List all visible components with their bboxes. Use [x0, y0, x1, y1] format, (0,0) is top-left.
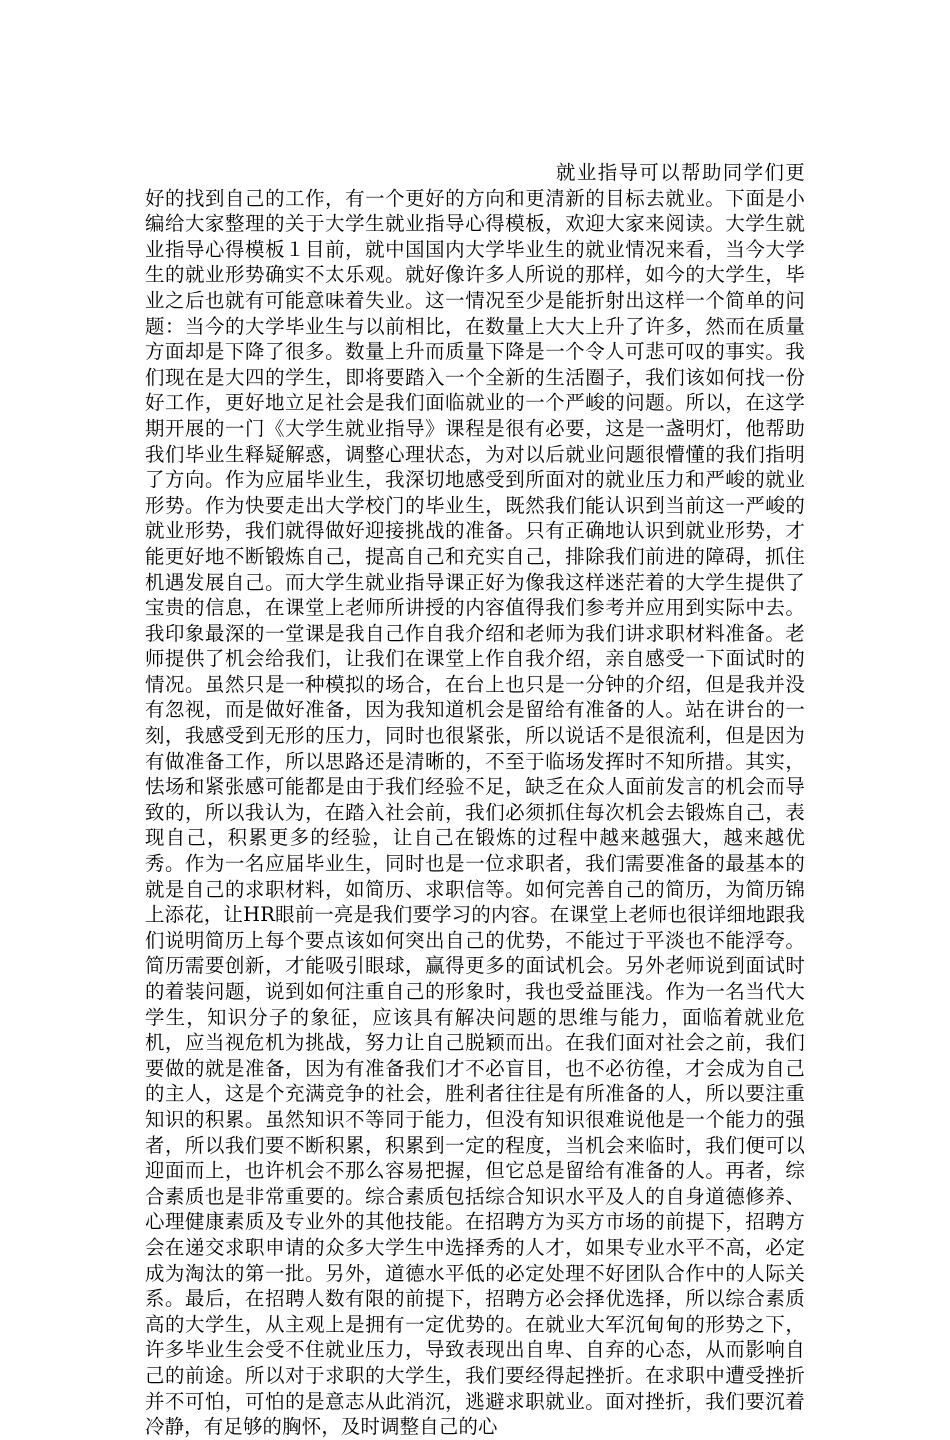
body-paragraph: 就业指导可以帮助同学们更好的找到自己的工作，有一个更好的方向和更清新的目标去就业。下面是小编给大家整理的关于大学生就业指导心得模板，欢迎大家来阅读。大学生就业指导心得模板１目前，就中国国内大学毕业生的就业情况来看，当今大学生的就业形势确实不太乐观。就好像许多人所说的那样，如今的大学生，毕业之后也就有可能意味着失业。这一情况至少是能折射出这样一个简单的问题：当今的大学毕业生与以前相比，在数量上大大上升了许多，然而在质量方面却是下降了很多。数量上升而质量下降是一个令人可悲可叹的事实。我们现在是大四的学生，即将要踏入一个全新的生活圈子，我们该如何找一份好工作，更好地立足社会是我们面临就业的一个严峻的问题。所以，在这学期开展的一门《大学生就业指导》课程是很有必要，这是一盏明灯，他帮助我们毕业生释疑解惑，调整心理状态，为对以后就业问题很懵懂的我们指明了方向。作为应届毕业生，我深切地感受到所面对的就业压力和严峻的就业形势。作为快要走出大学校门的毕业生，既然我们能认识到当前这一严峻的就业形势，我们就得做好迎接挑战的准备。只有正确地认识到就业形势，才能更好地不断锻炼自己，提高自己和充实自己，排除我们前进的障碍，抓住机遇发展自己。而大学生就业指导课正好为像我这样迷茫着的大学生提供了宝贵的信息，在课堂上老师所讲授的内容值得我们参考并应用到实际中去。我印象最深的一堂课是我自己作自我介绍和老师为我们讲求职材料准备。老师提供了机会给我们，让我们在课堂上作自我介绍，亲自感受一下面试时的情况。虽然只是一种模拟的场合，在台上也只是一分钟的介绍，但是我并没有忽视，而是做好准备，因为我知道机会是留给有准备的人。站在讲台的一刻，我感受到无形的压力，同时也很紧张，所以说话不是很流利，但是因为有做准备工作，所以思路还是清晰的，不至于临场发挥时不知所措。其实，怯场和紧张感可能都是由于我们经验不足，缺乏在众人面前发言的机会而导致的，所以我认为，在踏入社会前，我们必须抓住每次机会去锻炼自己，表现自己，积累更多的经验，让自己在锻炼的过程中越来越强大，越来越优秀。作为一名应届毕业生，同时也是一位求职者，我们需要准备的最基本的就是自己的求职材料，如简历、求职信等。如何完善自己的简历，为简历锦上添花，让HR眼前一亮是我们要学习的内容。在课堂上老师也很详细地跟我们说明简历上每个要点该如何突出自己的优势，不能过于平淡也不能浮夸。简历需要创新，才能吸引眼球，赢得更多的面试机会。另外老师说到面试时的着装问题，说到如何注重自己的形象时，我也受益匪浅。作为一名当代大学生，知识分子的象征，应该具有解决问题的思维与能力，面临着就业危机，应当视危机为挑战，努力让自己脱颖而出。在我们面对社会之前，我们要做的就是准备，因为有准备我们才不必盲目，也不必彷徨，才会成为自己的主人，这是个充满竞争的社会，胜利者往往是有所准备的人，所以要注重知识的积累。虽然知识不等同于能力，但没有知识很难说他是一个能力的强者，所以我们要不断积累，积累到一定的程度，当机会来临时，我们便可以迎面而上，也许机会不那么容易把握，但它总是留给有准备的人。再者，综合素质也是非常重要的。综合素质包括综合知识水平及人的自身道德修养、心理健康素质及专业外的其他技能。在招聘方为买方市场的前提下，招聘方会在递交求职申请的众多大学生中选择秀的人才，如果专业水平不高，必定成为淘汰的第一批。另外，道德水平低的必定处理不好团队合作中的人际关系。最后，在招聘人数有限的前提下，招聘方必会择优选择，所以综合素质高的大学生，从主观上是拥有一定优势的。在就业大军沉甸甸的形势之下，许多毕业生会受不住就业压力，导致表现出自卑、自弃的心态，从而影响自己的前途。所以对于求职的大学生，我们要经得起挫折。在求职中遭受挫折并不可怕，可怕的是意志从此消沉，逃避求职就业。面对挫折，我们要沉着冷静，有足够的胸怀，及时调整自己的心 — [145, 161, 805, 1439]
